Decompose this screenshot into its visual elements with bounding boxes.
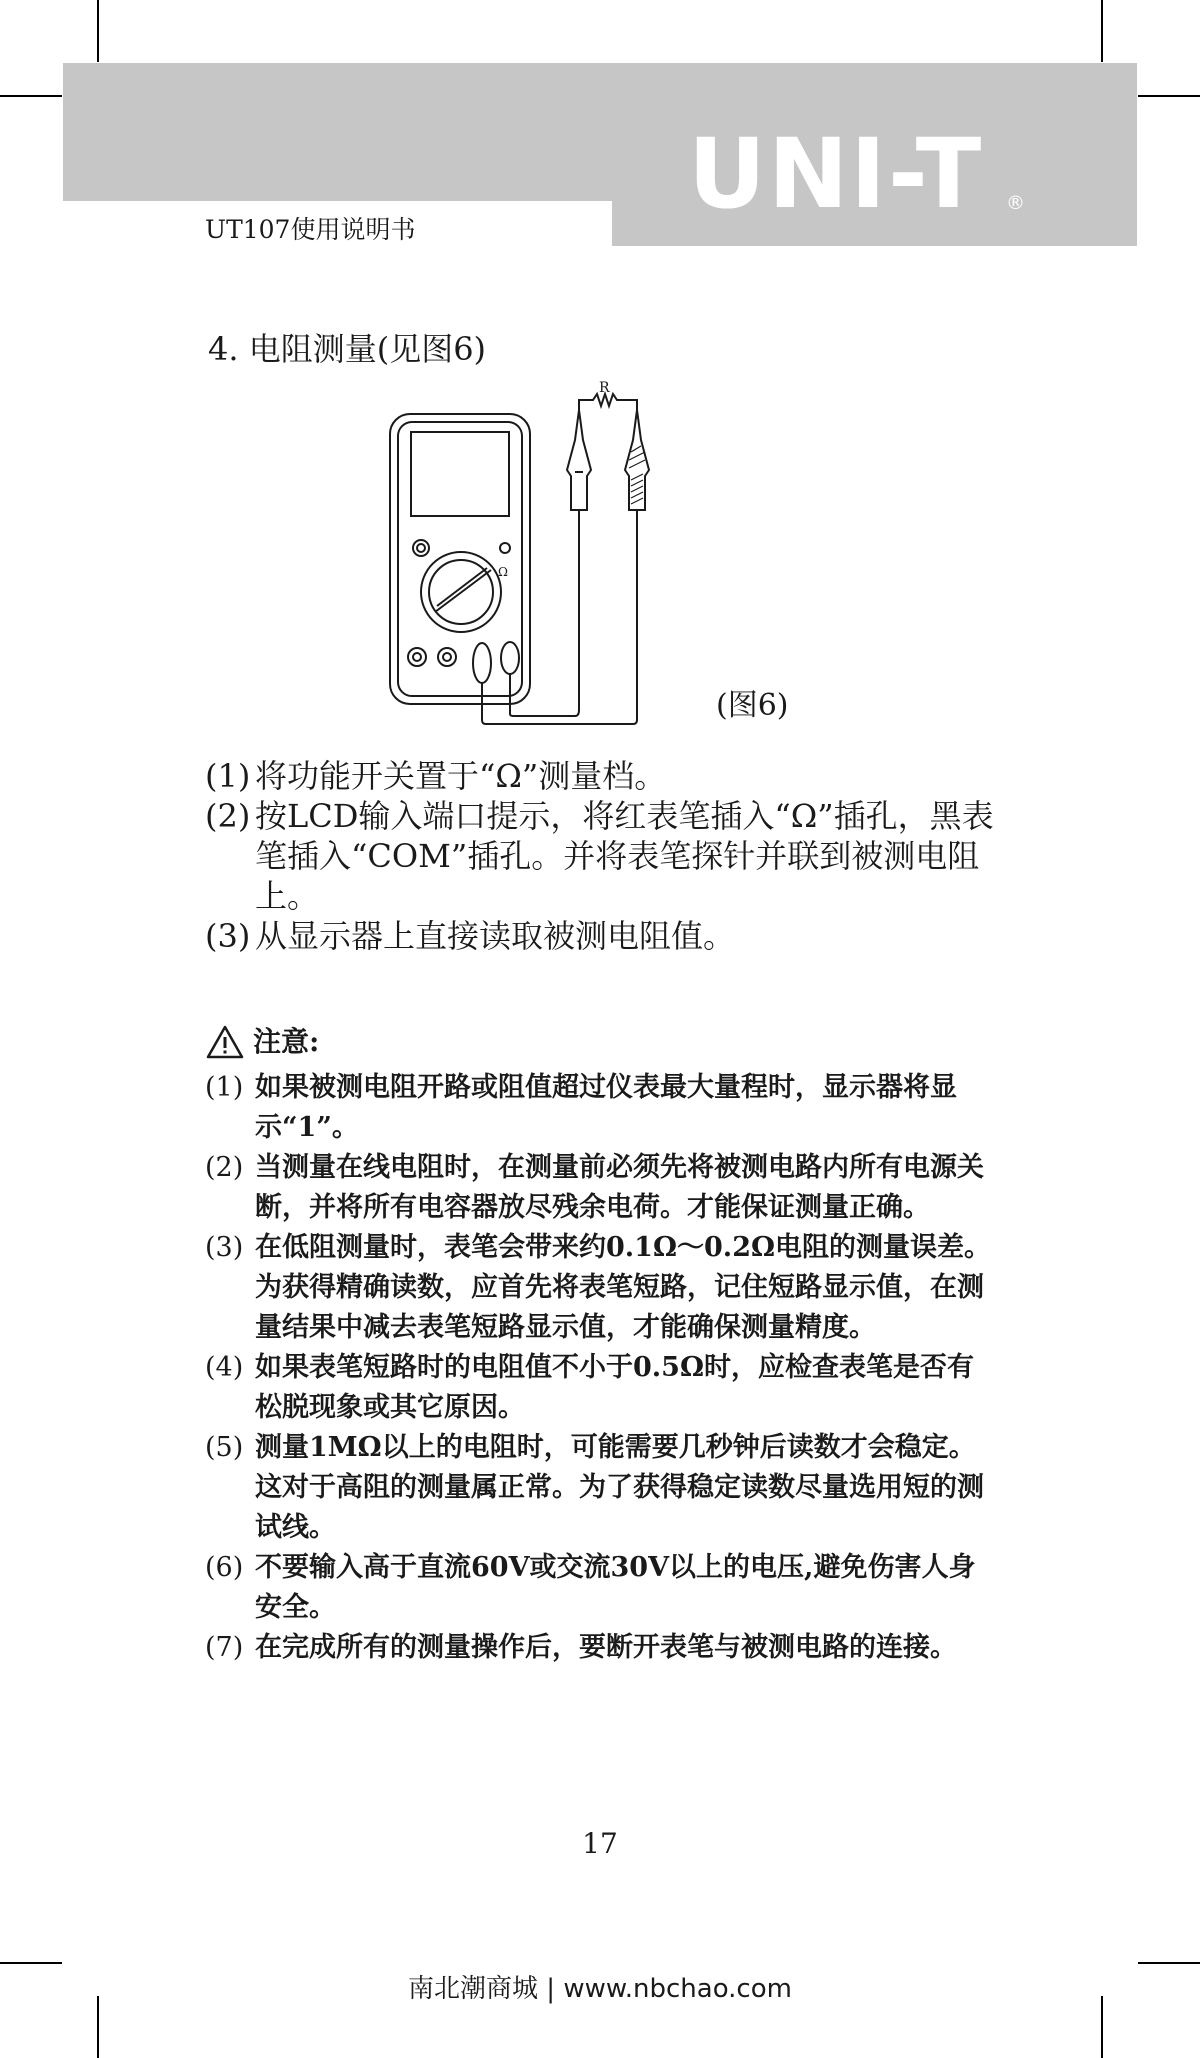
procedure-steps — [205, 756, 995, 956]
note-number: (2) — [205, 1152, 244, 1183]
list-item — [205, 796, 995, 916]
step-text: 按LCD输入端口提示，将红表笔插入“Ω”插孔，黑表笔插入“COM”插孔。并将表笔探针并联到被测电阻上。 — [255, 797, 994, 915]
document-title: UT107使用说明书 — [205, 215, 416, 244]
dial-pointer — [435, 570, 491, 612]
list-item — [205, 1348, 995, 1428]
list-item — [205, 1148, 995, 1228]
list-item — [205, 1628, 995, 1668]
page-number: 17 — [582, 1827, 618, 1860]
list-item — [205, 1428, 995, 1548]
note-text: 如果表笔短路时的电阻值不小于0.5Ω时，应检查表笔是否有松脱现象或其它原因。 — [255, 1352, 975, 1423]
step-number: (2) — [205, 797, 251, 835]
notes-title: 注意: — [253, 1025, 320, 1058]
ohm-plug — [501, 642, 519, 674]
note-number: (4) — [205, 1352, 244, 1383]
crop-mark — [0, 1962, 62, 1964]
step-number: (3) — [205, 917, 251, 955]
crop-mark — [1101, 0, 1103, 62]
figure-multimeter-diagram — [375, 380, 695, 730]
notes-list — [205, 1068, 995, 1668]
notes-heading — [205, 1022, 319, 1062]
list-item — [205, 916, 995, 956]
list-item — [205, 1548, 995, 1628]
com-plug — [473, 643, 491, 683]
warning-icon — [205, 1024, 245, 1060]
red-lead-wire — [510, 510, 579, 716]
note-text: 不要输入高于直流60V或交流30V以上的电压,避免伤害人身安全。 — [255, 1552, 976, 1623]
figure-caption: (图6) — [716, 688, 789, 723]
input-jack — [408, 648, 426, 666]
red-probe — [567, 410, 591, 510]
note-number: (1) — [205, 1072, 244, 1103]
resistor-circuit — [579, 394, 637, 414]
input-jack — [438, 648, 456, 666]
section-title: 4. 电阻测量(见图6) — [208, 330, 487, 368]
note-number: (3) — [205, 1232, 244, 1263]
note-number: (5) — [205, 1432, 244, 1463]
brand-logo: UNI-T — [688, 118, 984, 230]
resistor-label: R — [599, 380, 610, 396]
list-item — [205, 1068, 995, 1148]
note-text: 当测量在线电阻时，在测量前必须先将被测电路内所有电源关断，并将所有电容器放尽残余电荷。才能保证测量正确。 — [255, 1152, 984, 1223]
list-item — [205, 1228, 995, 1348]
ohm-dial-label: Ω — [498, 565, 508, 579]
crop-mark — [97, 0, 99, 62]
list-item — [205, 756, 995, 796]
indicator-dot — [500, 543, 510, 553]
step-text: 从显示器上直接读取被测电阻值。 — [255, 917, 736, 955]
step-text: 将功能开关置于“Ω”测量档。 — [255, 757, 667, 795]
crop-mark — [1138, 1962, 1200, 1964]
note-text: 如果被测电阻开路或阻值超过仪表最大量程时，显示器将显示“1”。 — [255, 1072, 957, 1143]
lcd-display — [411, 432, 509, 516]
crop-mark — [1138, 95, 1200, 97]
registered-mark: ® — [1006, 192, 1025, 214]
note-number: (6) — [205, 1552, 244, 1583]
footer-watermark: 南北潮商城 | www.nbchao.com — [408, 1974, 792, 2004]
note-text: 在低阻测量时，表笔会带来约0.1Ω～0.2Ω电阻的测量误差。为获得精确读数，应首先将表笔短路，记住短路显示值，在测量结果中减去表笔短路显示值，才能确保测量精度。 — [255, 1232, 992, 1343]
step-number: (1) — [205, 757, 251, 795]
note-text: 在完成所有的测量操作后，要断开表笔与被测电路的连接。 — [255, 1632, 957, 1663]
note-text: 测量1MΩ以上的电阻时，可能需要几秒钟后读数才会稳定。这对于高阻的测量属正常。为了获得稳定读数尽量选用短的测试线。 — [255, 1432, 984, 1543]
hold-button — [413, 540, 429, 556]
crop-mark — [0, 95, 62, 97]
note-number: (7) — [205, 1632, 244, 1663]
meter-inner-outline — [398, 422, 522, 696]
